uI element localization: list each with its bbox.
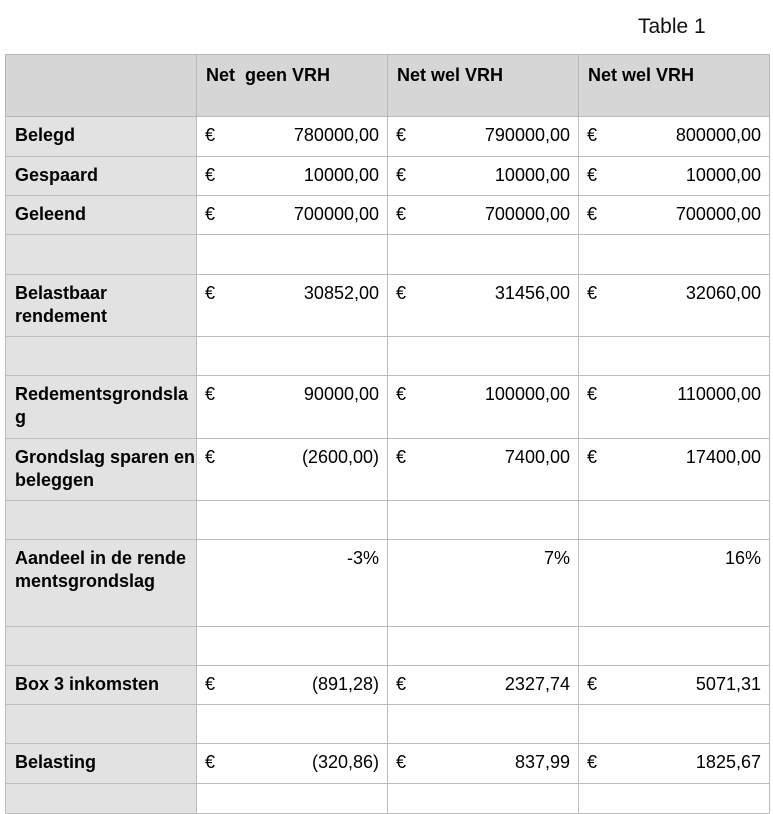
currency-symbol: € xyxy=(396,752,407,772)
percentage-value: 7% xyxy=(543,548,570,568)
empty-row xyxy=(6,337,770,376)
value: 790000,00 xyxy=(484,125,570,145)
table-title: Table 1 xyxy=(638,15,706,38)
table-row xyxy=(6,376,770,439)
value: 700000,00 xyxy=(484,204,570,224)
value-cell xyxy=(388,157,579,196)
row-label xyxy=(6,784,197,814)
value-cell xyxy=(197,540,388,627)
row-label: Belegd xyxy=(6,117,197,157)
row-label: Belastbaar rendement xyxy=(6,275,197,337)
value-cell xyxy=(388,196,579,235)
value-cell xyxy=(388,439,579,501)
empty-cell xyxy=(388,235,579,275)
currency-symbol: € xyxy=(587,204,598,224)
table-row xyxy=(6,157,770,196)
value: 17400,00 xyxy=(685,447,761,467)
value: (2600,00) xyxy=(301,447,379,467)
value: 5071,31 xyxy=(695,674,761,694)
empty-cell xyxy=(197,501,388,540)
empty-row xyxy=(6,501,770,540)
value-cell xyxy=(197,275,388,337)
empty-cell xyxy=(579,627,770,666)
value: 800000,00 xyxy=(675,125,761,145)
currency-symbol: € xyxy=(396,384,407,404)
empty-row xyxy=(6,235,770,275)
header-cell: Net wel VRH xyxy=(388,55,579,117)
empty-row xyxy=(6,627,770,666)
row-label: Geleend xyxy=(6,196,197,235)
row-label: Redementsgrondslag xyxy=(6,376,197,439)
value-cell xyxy=(579,196,770,235)
value-cell xyxy=(579,275,770,337)
currency-symbol: € xyxy=(205,283,216,303)
empty-cell xyxy=(197,627,388,666)
table-row xyxy=(6,540,770,627)
value-cell xyxy=(579,376,770,439)
value: 100000,00 xyxy=(484,384,570,404)
table-row xyxy=(6,439,770,501)
row-label xyxy=(6,705,197,744)
data-table xyxy=(5,54,770,814)
empty-row xyxy=(6,784,770,814)
row-label: Box 3 inkomsten xyxy=(6,666,197,705)
empty-cell xyxy=(388,705,579,744)
value-cell xyxy=(388,117,579,157)
value: 10000,00 xyxy=(303,165,379,185)
value-cell xyxy=(579,117,770,157)
currency-symbol: € xyxy=(396,204,407,224)
empty-cell xyxy=(197,784,388,814)
empty-cell xyxy=(197,705,388,744)
percentage-value: 16% xyxy=(724,548,761,568)
row-label xyxy=(6,501,197,540)
value: 2327,74 xyxy=(504,674,570,694)
empty-cell xyxy=(579,501,770,540)
value: (891,28) xyxy=(311,674,379,694)
currency-symbol: € xyxy=(587,125,598,145)
value-cell xyxy=(579,439,770,501)
empty-row xyxy=(6,705,770,744)
value-cell xyxy=(197,376,388,439)
table-row xyxy=(6,275,770,337)
value: 1825,67 xyxy=(695,752,761,772)
empty-cell xyxy=(197,337,388,376)
empty-cell xyxy=(388,784,579,814)
row-label: Belasting xyxy=(6,744,197,784)
value-cell xyxy=(579,157,770,196)
value: 837,99 xyxy=(514,752,570,772)
empty-cell xyxy=(388,501,579,540)
value-cell xyxy=(197,196,388,235)
table-row xyxy=(6,666,770,705)
currency-symbol: € xyxy=(587,752,598,772)
empty-cell xyxy=(388,627,579,666)
currency-symbol: € xyxy=(205,447,216,467)
currency-symbol: € xyxy=(205,384,216,404)
value-cell xyxy=(579,666,770,705)
currency-symbol: € xyxy=(587,165,598,185)
value: 780000,00 xyxy=(293,125,379,145)
value-cell xyxy=(579,540,770,627)
row-label xyxy=(6,337,197,376)
value-cell xyxy=(579,744,770,784)
empty-cell xyxy=(579,784,770,814)
currency-symbol: € xyxy=(396,165,407,185)
value-cell xyxy=(388,540,579,627)
value-cell xyxy=(197,157,388,196)
value: 10000,00 xyxy=(685,165,761,185)
currency-symbol: € xyxy=(587,674,598,694)
table-row xyxy=(6,117,770,157)
value-cell xyxy=(388,376,579,439)
currency-symbol: € xyxy=(396,447,407,467)
value-cell xyxy=(388,275,579,337)
header-cell: Net wel VRH xyxy=(579,55,770,117)
empty-cell xyxy=(388,337,579,376)
empty-cell xyxy=(197,235,388,275)
currency-symbol: € xyxy=(205,204,216,224)
currency-symbol: € xyxy=(587,447,598,467)
empty-cell xyxy=(579,337,770,376)
row-label: Grondslag sparen en beleggen xyxy=(6,439,197,501)
currency-symbol: € xyxy=(396,674,407,694)
value-cell xyxy=(197,117,388,157)
currency-symbol: € xyxy=(205,752,216,772)
currency-symbol: € xyxy=(587,283,598,303)
value: 31456,00 xyxy=(494,283,570,303)
currency-symbol: € xyxy=(205,165,216,185)
currency-symbol: € xyxy=(205,674,216,694)
header-row xyxy=(6,55,770,117)
currency-symbol: € xyxy=(396,125,407,145)
value: 30852,00 xyxy=(303,283,379,303)
value-cell xyxy=(197,439,388,501)
row-label xyxy=(6,627,197,666)
table-row xyxy=(6,744,770,784)
value: 700000,00 xyxy=(293,204,379,224)
value: 700000,00 xyxy=(675,204,761,224)
empty-cell xyxy=(579,235,770,275)
value: 7400,00 xyxy=(504,447,570,467)
currency-symbol: € xyxy=(396,283,407,303)
header-corner xyxy=(6,55,197,117)
value: 10000,00 xyxy=(494,165,570,185)
value: 110000,00 xyxy=(677,384,761,404)
table-row xyxy=(6,196,770,235)
value-cell xyxy=(197,666,388,705)
row-label: Gespaard xyxy=(6,157,197,196)
row-label: Aandeel in de rendementsgrondslag xyxy=(6,540,197,627)
percentage-value: -3% xyxy=(346,548,379,568)
header-cell: Net geen VRH xyxy=(197,55,388,117)
currency-symbol: € xyxy=(587,384,598,404)
value: 90000,00 xyxy=(303,384,379,404)
empty-cell xyxy=(579,705,770,744)
row-label xyxy=(6,235,197,275)
value: 32060,00 xyxy=(685,283,761,303)
currency-symbol: € xyxy=(205,125,216,145)
value: (320,86) xyxy=(311,752,379,772)
value-cell xyxy=(388,666,579,705)
value-cell xyxy=(197,744,388,784)
value-cell xyxy=(388,744,579,784)
